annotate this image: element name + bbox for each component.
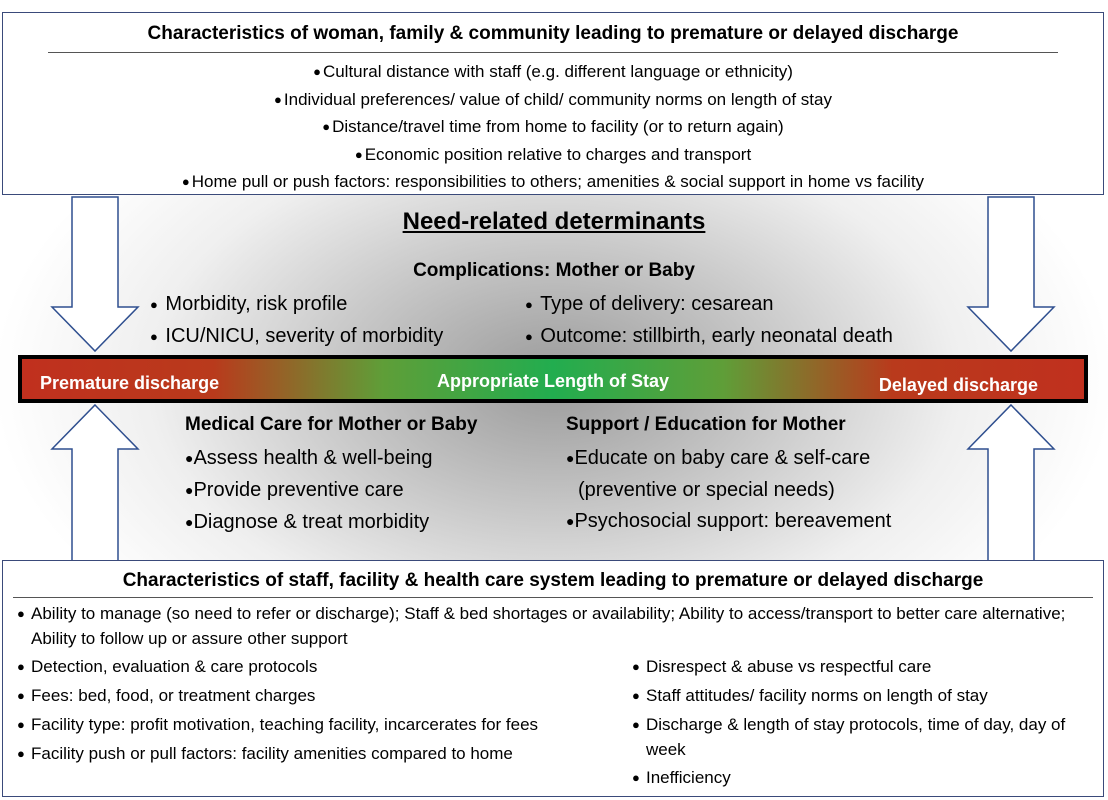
bullet-icon: ● (185, 514, 194, 530)
list-item: ● Individual preferences/ value of child/ community norms on length of stay (274, 89, 832, 109)
bullet-icon: ● (150, 297, 158, 312)
list-item: ● Staff attitudes/ facility norms on length of stay (632, 684, 1092, 709)
complications-right-list (525, 289, 893, 353)
list-item: ●Psychosocial support: bereavement (566, 510, 892, 532)
bullet-icon: ● (632, 770, 640, 785)
list-item: ● ICU/NICU, severity of morbidity (150, 325, 444, 347)
bullet-icon: ● (566, 450, 575, 466)
list-item: ● Cultural distance with staff (e.g. different language or ethnicity) (313, 62, 793, 81)
list-item: ● Disrespect & abuse vs respectful care (632, 655, 1092, 680)
top-box-title: Characteristics of woman, family & community leading to premature or delayed discharge (147, 23, 959, 44)
up-arrow-left-icon (50, 403, 140, 563)
list-item: ● Facility push or pull factors: facility amenities compared to home (17, 742, 632, 767)
list-item: ● Type of delivery: cesarean (525, 293, 774, 315)
bullet-icon: ● (185, 482, 194, 498)
bottom-box-right-list (632, 655, 1092, 795)
bullet-icon: ● (354, 146, 363, 162)
bullet-icon: ● (525, 297, 533, 312)
list-item: ●Educate on baby care & self-care (preventive or special needs) (566, 447, 871, 501)
complications-left-list (150, 289, 443, 353)
bottom-box-columns (3, 655, 1103, 795)
bottom-box-left-list (17, 655, 632, 795)
list-item: ● Distance/travel time from home to facility (or to return again) (322, 117, 784, 136)
list-item: ● Outcome: stillbirth, early neonatal death (525, 325, 893, 347)
list-item: ● Inefficiency (632, 766, 1092, 791)
bullet-icon: ● (632, 659, 640, 674)
bottom-box-full-list (3, 602, 1103, 651)
need-related-heading: Need-related determinants (402, 208, 706, 235)
list-item: ● Morbidity, risk profile (150, 293, 348, 315)
bullet-icon: ● (313, 64, 321, 79)
support-education-list (566, 443, 966, 538)
support-education-title: Support / Education for Mother (566, 414, 846, 435)
bullet-icon: ● (17, 688, 25, 703)
bullet-icon: ● (185, 450, 194, 466)
list-item: ●Assess health & well-being (185, 447, 433, 469)
list-item: ● Discharge & length of stay protocols, time of day, day of week (632, 715, 1066, 759)
staff-facility-system-box (2, 560, 1104, 797)
bullet-icon: ● (525, 329, 533, 344)
appropriate-stay-label: Appropriate Length of Stay (436, 371, 669, 391)
list-item: ● Facility type: profit motivation, teaching facility, incarcerates for fees (17, 713, 632, 738)
delayed-discharge-label: Delayed discharge (878, 375, 1038, 395)
bullet-icon: ● (566, 513, 575, 529)
bullet-icon: ● (17, 746, 25, 761)
woman-family-community-box (2, 12, 1104, 195)
bottom-box-title: Characteristics of staff, facility & health care system leading to premature or delayed discharge (122, 570, 984, 591)
list-item: ● Home pull or push factors: responsibilities to others; amenities & social support in home vs facility (181, 172, 925, 191)
list-item: ● Ability to manage (so need to refer or discharge); Staff & bed shortages or availability; Ability to access/transport to better care alternative; Ability to follow up or assure other support (17, 604, 1066, 648)
bullet-icon: ● (17, 717, 25, 732)
up-arrow-right-icon (966, 403, 1056, 563)
bullet-icon: ● (150, 329, 158, 344)
bullet-icon: ● (632, 717, 640, 732)
complications-title: Complications: Mother or Baby (413, 260, 695, 281)
list-item: ● Detection, evaluation & care protocols (17, 655, 632, 680)
bullet-icon: ● (181, 174, 190, 189)
bullet-icon: ● (632, 688, 640, 703)
list-item: ●Provide preventive care (185, 479, 404, 501)
premature-discharge-label: Premature discharge (40, 373, 220, 393)
list-item: ● Economic position relative to charges and transport (354, 144, 752, 164)
length-of-stay-bar (18, 355, 1088, 403)
bullet-icon: ● (17, 606, 25, 621)
bullet-icon: ● (274, 91, 282, 107)
medical-care-title: Medical Care for Mother or Baby (185, 414, 478, 435)
list-item: ●Diagnose & treat morbidity (185, 511, 430, 533)
top-box-list (3, 59, 1103, 197)
bottom-box-divider (13, 597, 1093, 598)
bullet-icon: ● (322, 119, 331, 134)
list-item: ● Fees: bed, food, or treatment charges (17, 684, 632, 709)
medical-care-list (185, 443, 432, 539)
top-box-divider (48, 52, 1058, 53)
bullet-icon: ● (17, 659, 25, 674)
